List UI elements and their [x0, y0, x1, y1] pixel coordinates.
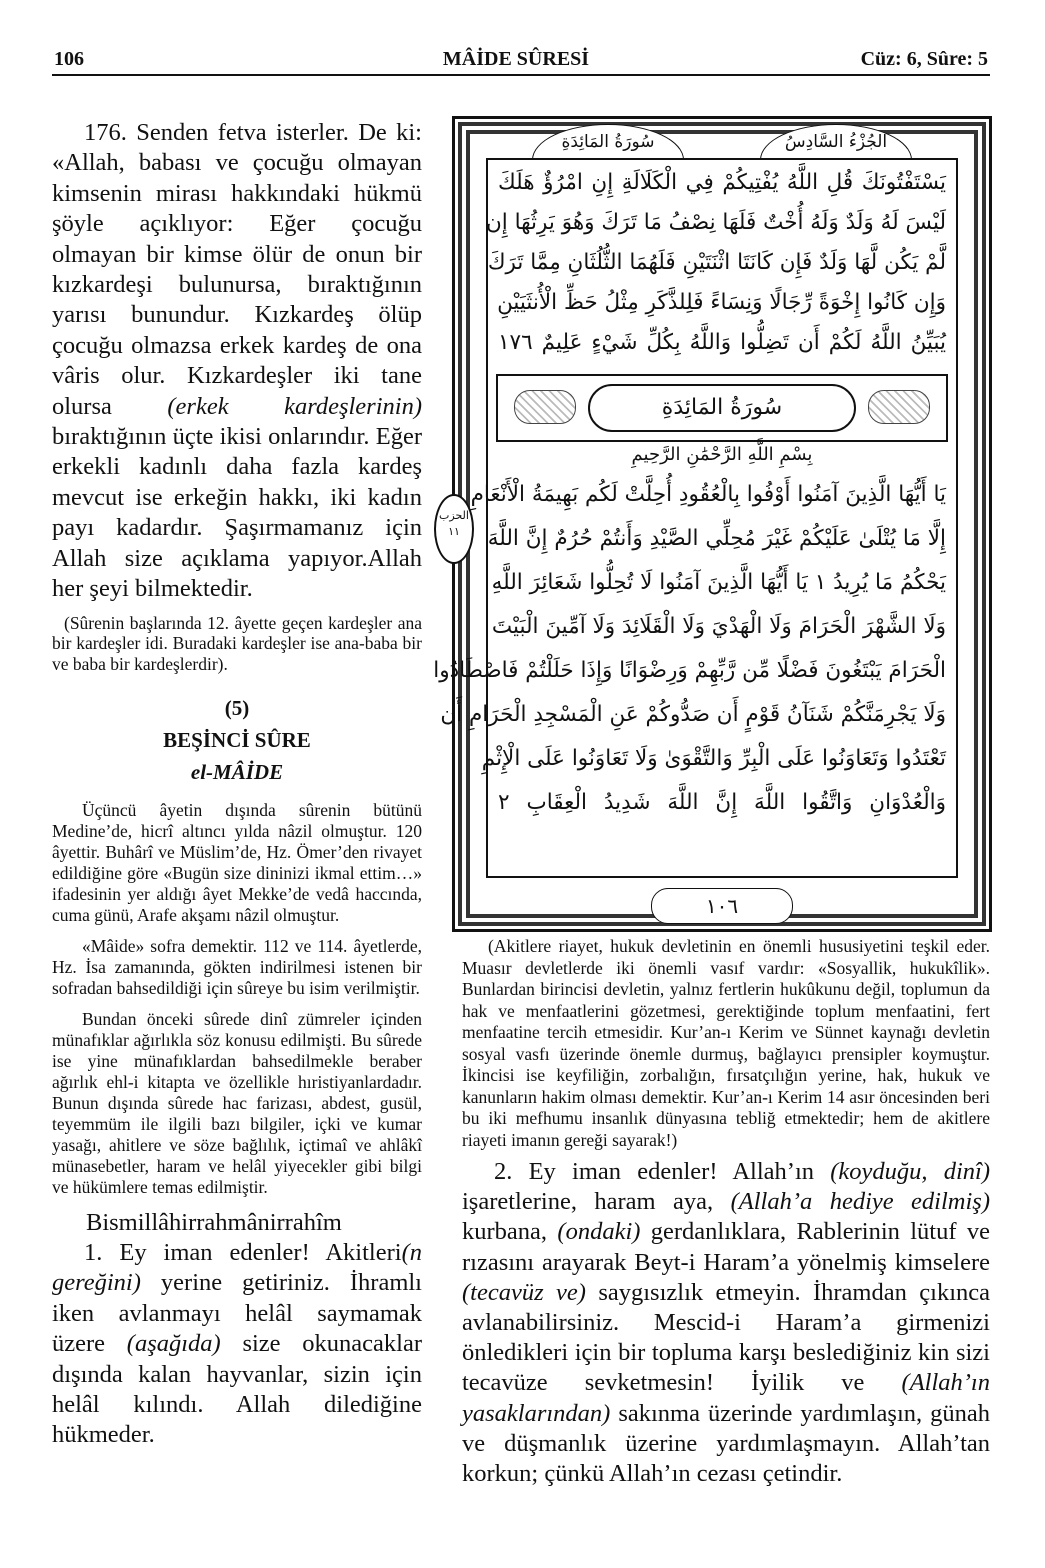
ayah-line: يُبَيِّنُ اللَّهُ لَكُمْ أَن تَضِلُّوا وَاللَّهُ بِكُلِّ شَيْءٍ عَلِيمٌ ١٧٦ — [498, 330, 946, 355]
right-column — [462, 936, 990, 1489]
left-column — [52, 118, 422, 1451]
mushaf-page-number: ١٠٦ — [651, 888, 793, 924]
mushaf-juz-label: الجُزْءُ السَّادِسُ — [760, 124, 912, 160]
ornament-knot-icon — [868, 390, 930, 424]
sure-title-arabic: سُورَةُ المَائِدَةِ — [588, 384, 856, 432]
intro-paragraph-1: Üçüncü âyetin dışında sûrenin bütünü Medine’de, hicrî altıncı yılda nâzil olmuştur. 120 âyettir. Buhârî ve Müslim’de, Hz. Ömer’den rivayet edildiğine göre «Bugün size dininizi ikmal ettim…» ifadesinin yer aldığı âyet Mekke’de vedâ haccında, cuma günü, Arafe akşamı nâzil olmuştur. — [52, 800, 422, 925]
mushaf-page — [433, 116, 992, 932]
ayah-line: يَحْكُمُ مَا يُرِيدُ ١ يَا أَيُّهَا الَّذِينَ آمَنُوا لَا تُحِلُّوا شَعَائِرَ اللَّهِ — [491, 570, 946, 595]
intro-paragraph-3: Bundan önceki sûrede dinî zümreler içinden münafıklar ağırlıkla söz konusu edilmişti. Bu sûrede ise yine münafıklardan bahsedilmekle beraber ağırlık ehl-i kitapta ve özellikle hıristiyanlardadır. Bunun dışında sûrede hac farizası, abdest, gusül, teyemmüm ile ilgili bazı bilgiler, içki ve kumar yasağı, ahitlere ve söze bağlılık, içtimaî ve ahlâkî münasebetler, haram ve helâl yiyecekler gibi bilgi ve hükümlere temas edilmiştir. — [52, 1009, 422, 1197]
mushaf-sure-label: سُورَةُ المَائِدَةِ — [532, 124, 684, 160]
ayah-line: وَإِن كَانُوا إِخْوَةً رِّجَالًا وَنِسَاءً فَلِلذَّكَرِ مِثْلُ حَظِّ الْأُنثَيَيْنِ — [497, 290, 946, 315]
hizb-number: ١١ — [448, 525, 460, 538]
page-number: 106 — [54, 48, 84, 70]
verse-1-note: (Akitlere riayet, hukuk devletinin en önemli hususiyetini teşkil eder. Muasır devletlerde iki önemli vasıf vardır: «Sosyallik, hukukîlik». Bunlardan birincisi devletin, yalnız fertlerin hukûkunu değil, toplumun da hak ve menfaatlerini gözetmesi, gerektiğinde toplum menfaatini, fert menfaatine tercih etmesidir. Kur’an-ı Kerim ve Sünnet kaynağı devletin sosyal vasfı üzerinde önemle durmuş, bağlayıcı prensipler koymuştur. İkincisi ise keyfiliğin, zorbalığın, fırsatçılığın yerine, hak, hukuk ve kanunların hakim olması demektir. Kur’an-ı Kerim 14 asır öncesinden beri bu iki mefhumu insanlık dünyasına tebliğ etmektedir; hem de akitlere riayeti imanın gereği sayarak!) — [462, 936, 990, 1150]
hizb-label: الحزب — [439, 509, 469, 522]
ayah-line: الْحَرَامَ يَبْتَغُونَ فَضْلًا مِّن رَّبِّهِمْ وَرِضْوَانًا وَإِذَا حَلَلْتُمْ فَاصْطَادُوا — [433, 658, 946, 683]
verse-176-note: (Sûrenin başlarında 12. âyette geçen kardeşler ana bir kardeşler idi. Buradaki kardeşler ise ana-baba bir ve baba bir kardeşlerdir). — [52, 612, 422, 674]
juz-info: Cüz: 6, Sûre: 5 — [860, 48, 988, 70]
sure-number: (5) — [224, 696, 250, 720]
intro-paragraph-2: «Mâide» sofra demektir. 112 ve 114. âyetlerde, Hz. İsa zamanında, gökten indirilmesi istenen bir sofradan bahsedildiği için sûreye bu isim verilmiştir. — [52, 936, 422, 998]
header-rule — [52, 74, 990, 76]
ayah-line: لَيْسَ لَهُ وَلَدٌ وَلَهُ أُخْتٌ فَلَهَا نِصْفُ مَا تَرَكَ وَهُوَ يَرِثُهَا إِن — [485, 210, 946, 235]
hizb-marker — [434, 494, 474, 564]
ornament-knot-icon — [514, 390, 576, 424]
page-header — [40, 44, 992, 74]
ayah-line: وَلَا الشَّهْرَ الْحَرَامَ وَلَا الْهَدْيَ وَلَا الْقَلَائِدَ وَلَا آمِّينَ الْبَيْتَ — [491, 614, 946, 639]
ayah-line: يَسْتَفْتُونَكَ قُلِ اللَّهُ يُفْتِيكُمْ فِي الْكَلَالَةِ إِنِ امْرُؤٌ هَلَكَ — [498, 170, 946, 195]
sure-title-band — [496, 374, 948, 442]
ayah-line: وَلَا يَجْرِمَنَّكُمْ شَنَآنُ قَوْمٍ أَن صَدُّوكُمْ عَنِ الْمَسْجِدِ الْحَرَامِ أَن — [440, 702, 946, 727]
basmala-translit: Bismillâhirrahmânirrahîm — [86, 1209, 342, 1236]
ayah-line: إِلَّا مَا يُتْلَىٰ عَلَيْكُمْ غَيْرَ مُحِلِّي الصَّيْدِ وَأَنتُمْ حُرُمٌ إِنَّ اللَّهَ — [487, 526, 946, 551]
ayah-line: تَعْتَدُوا وَتَعَاوَنُوا عَلَى الْبِرِّ وَالتَّقْوَىٰ وَلَا تَعَاوَنُوا عَلَى الْإِثْمِ — [481, 746, 946, 771]
sure-heading — [52, 692, 422, 788]
bismillah-arabic: بِسْمِ اللَّهِ الرَّحْمَٰنِ الرَّحِيمِ — [631, 444, 813, 465]
page-title: MÂİDE SÛRESİ — [442, 48, 590, 70]
ayah-line: يَا أَيُّهَا الَّذِينَ آمَنُوا أَوْفُوا بِالْعُقُودِ أُحِلَّتْ لَكُم بَهِيمَةُ الْأَنْعَامِ — [470, 482, 946, 507]
ayah-line: وَالْعُدْوَانِ وَاتَّقُوا اللَّهَ إِنَّ اللَّهَ شَدِيدُ الْعِقَابِ ٢ — [498, 790, 946, 815]
sure-name: BEŞİNCİ SÛRE — [163, 728, 311, 752]
sure-arabic-name: el-MÂİDE — [190, 760, 284, 784]
verse-2: 2. Ey iman edenler! Allah’ın (koyduğu, dinî) işaretlerine, haram aya, (Allah’a hediye edilmiş) kurbana, (ondaki) gerdanlıklara, Rablerinin lütuf ve rızasını arayarak Beyt-i Haram’a yönelmiş kimselere (tecavüz ve) saygısızlık etmeyin. İhramdan çıkınca avlanabilirsiniz. Mescid-i Haram’a girmenizi önledikleri için bir topluma karşı beslediğiniz kin sizi tecavüze sevketmesin! İyilik ve (Allah’ın yasaklarından) sakınma üzerinde yardımlaşın, günah ve düşmanlık üzerine yardımlaşmayın. Allah’tan korkun; çünkü Allah’ın cezası çetindir. — [462, 1158, 991, 1488]
ayah-line: لَّمْ يَكُن لَّهَا وَلَدٌ فَإِن كَانَتَا اثْنَتَيْنِ فَلَهُمَا الثُّلُثَانِ مِمَّا تَرَكَ — [487, 250, 946, 275]
verse-176: 176. Senden fetva isterler. De ki: «Allah, babası ve çocuğu olmayan kimsenin mirası hakkındaki hükmü şöyle açıklıyor: Eğer çocuğu olmayan bir kimse ölür de onun bir kızkardeşi bulunursa, bıraktığının yarısı bunundur. Kızkardeş ölüp çocuğu olmazsa erkek kardeş de ona vâris olur. Kızkardeşler iki tane olursa (erkek kardeşlerinin) bıraktığının üçte ikisi onlarındır. Eğer erkekli kadınlı daha fazla kardeş mevcut ise erkeğin hakkı, iki kadın payı kadardır. Şaşırmamanız için Allah size açıklama yapıyor.Allah her şeyi bilmektedir. — [52, 119, 422, 603]
verse-1: 1. Ey iman edenler! Akitleri(n gereğini) yerine getiriniz. İhramlı iken avlanmayı helâl saymamak üzere (aşağıda) size okunacaklar dışında kalan hayvanlar, sizin için helâl kılındı. Allah dilediğine hükmeder. — [52, 1239, 423, 1449]
